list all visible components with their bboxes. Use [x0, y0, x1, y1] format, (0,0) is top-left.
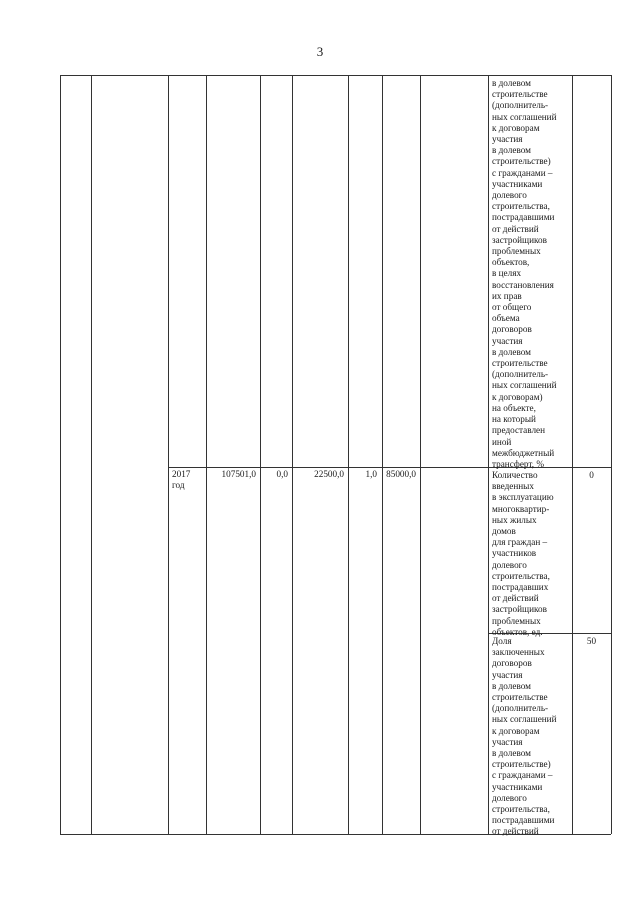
- other-funding-cell: 85000,0: [386, 469, 416, 479]
- column-divider: [206, 75, 207, 834]
- federal-funding-cell: 0,0: [276, 469, 288, 479]
- page-number: 3: [316, 44, 324, 59]
- column-divider: [260, 75, 261, 834]
- year-cell: 2017 год: [172, 469, 191, 491]
- regional-funding-cell: 22500,0: [314, 469, 344, 479]
- local-funding-cell: 1,0: [365, 469, 377, 479]
- column-divider: [382, 75, 383, 834]
- table-border-right: [611, 75, 612, 834]
- indicator-share-value: 50: [586, 636, 597, 646]
- column-divider: [420, 75, 421, 834]
- total-funding-cell: 107501,0: [221, 469, 256, 479]
- indicator-share: Доля заключенных договоров участия в долевом строительстве (дополнитель- ных соглашений к договорам участия в долевом строительстве) с гражданами – участниками долевого строительства, пострадавшими от действий: [492, 636, 557, 837]
- column-divider: [91, 75, 92, 834]
- indicator-houses: Количество введенных в эксплуатацию многоквартир- ных жилых домов для граждан – участников долевого строительства, пострадавших от действий застройщиков проблемных объектов, ед.: [492, 470, 554, 637]
- indicator-text-continued: в долевом строительстве (дополнитель- ных соглашений к договорам участия в долевом строительстве) с гражданами – участниками долевого строительства, пострадавшими от действий застройщиков проблемных объектов, в целях восстановления их прав от общего объема договоров участия в долевом строительстве (дополнитель- ных соглашений к договорам) на объекте, на который предоставлен иной межбюджетный трансферт, %: [492, 78, 557, 469]
- column-divider: [168, 75, 169, 834]
- column-divider: [488, 75, 489, 834]
- column-divider: [292, 75, 293, 834]
- program-table: [60, 75, 611, 837]
- column-divider: [348, 75, 349, 834]
- indicator-houses-value: 0: [589, 470, 594, 480]
- table-border-left: [60, 75, 61, 834]
- table-border-top: [60, 75, 611, 76]
- column-divider: [572, 75, 573, 834]
